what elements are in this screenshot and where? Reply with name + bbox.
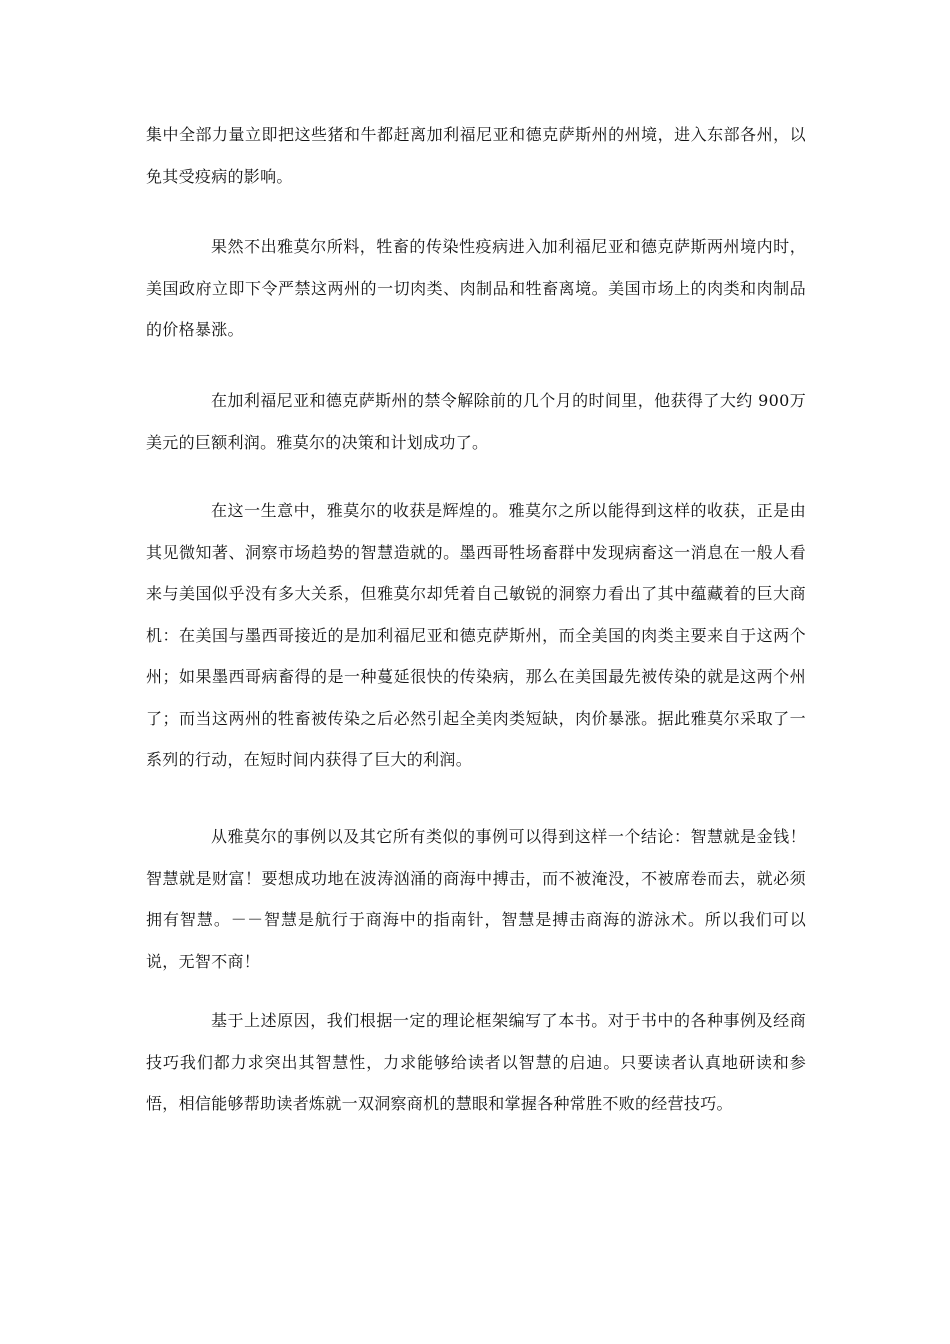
paragraph-analysis: 在这一生意中，雅莫尔的收获是辉煌的。雅莫尔之所以能得到这样的收获，正是由其见微知著、洞察市场趋势的智慧造就的。墨西哥牲场畜群中发现病畜这一消息在一般人看来与美国似乎没有多大关系，但雅莫尔却凭着自己敏锐的洞察力看出了其中蕴藏着的巨大商机：在美国与墨西哥接近的是加利福尼亚和德克萨斯州，而全美国的肉类主要来自于这两个州；如果墨西哥病畜得的是一种蔓延很快的传染病，那么在美国最先被传染的就是这两个州了；而当这两州的牲畜被传染之后必然引起全美肉类短缺，肉价暴涨。据此雅莫尔采取了一系列的行动，在短时间内获得了巨大的利润。 <box>146 501 806 769</box>
paragraph-book-purpose: 基于上述原因，我们根据一定的理论框架编写了本书。对于书中的各种事例及经商技巧我们都力求突出其智慧性，力求能够给读者以智慧的启迪。只要读者认真地研读和参悟，相信能够帮助读者炼就一双洞察商机的慧眼和掌握各种常胜不败的经营技巧。 <box>146 1011 806 1113</box>
paragraph-conclusion: 从雅莫尔的事例以及其它所有类似的事例可以得到这样一个结论：智慧就是金钱！智慧就是财富！要想成功地在波涛汹涌的商海中搏击，而不被淹没，不被席卷而去，就必须拥有智慧。－－智慧是航行于商海中的指南针，智慧是搏击商海的游泳术。所以我们可以说，无智不商！ <box>146 827 806 971</box>
paragraph-profit: 在加利福尼亚和德克萨斯州的禁令解除前的几个月的时间里，他获得了大约 900万美元的巨额利润。雅莫尔的决策和计划成功了。 <box>146 391 806 452</box>
paragraph-price-surge: 果然不出雅莫尔所料，牲畜的传染性疫病进入加利福尼亚和德克萨斯两州境内时，美国政府立即下令严禁这两州的一切肉类、肉制品和牲畜离境。美国市场上的肉类和肉制品的价格暴涨。 <box>146 237 806 339</box>
paragraph-continuation: 集中全部力量立即把这些猪和牛都赶离加利福尼亚和德克萨斯州的州境，进入东部各州，以免其受疫病的影响。 <box>146 125 806 186</box>
